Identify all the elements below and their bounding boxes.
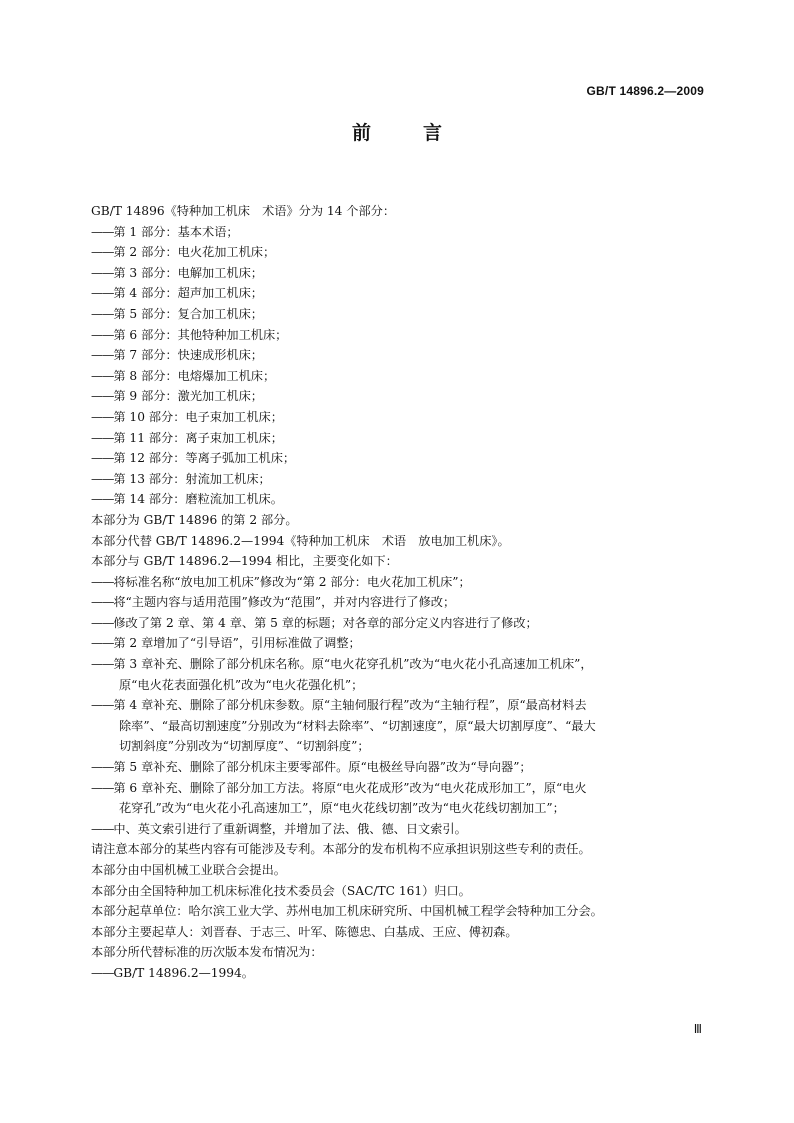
list-item	[91, 366, 711, 387]
em-dash-marker: ——	[91, 780, 114, 795]
line-text: 第 4 部分：超声加工机床；	[113, 286, 263, 301]
paragraph-line	[91, 716, 711, 737]
standard-code: GB/T 14896.2—2009	[586, 84, 704, 98]
em-dash-marker: ——	[91, 965, 114, 980]
list-item	[91, 345, 711, 366]
list-item	[91, 325, 711, 346]
em-dash-marker: ——	[91, 451, 114, 466]
list-item	[91, 386, 711, 407]
em-dash-marker: ——	[91, 327, 114, 342]
list-item	[91, 778, 711, 799]
list-item	[91, 633, 711, 654]
paragraph-line	[91, 942, 711, 963]
line-text: 本部分为 GB/T 14896 的第 2 部分。	[91, 512, 298, 527]
line-text: 第 2 章增加了“引导语”，引用标准做了调整；	[113, 636, 361, 651]
paragraph-line	[91, 901, 711, 922]
em-dash-marker: ——	[91, 430, 114, 445]
page-title	[0, 118, 794, 145]
line-text: 本部分由中国机械工业联合会提出。	[91, 863, 286, 877]
line-text: 中、英文索引进行了重新调整，并增加了法、俄、德、日文索引。	[113, 821, 467, 836]
em-dash-marker: ——	[91, 306, 114, 321]
list-item	[91, 283, 711, 304]
line-text: 本部分与 GB/T 14896.2—1994 相比，主要变化如下：	[91, 554, 398, 569]
em-dash-marker: ——	[91, 224, 114, 239]
list-item	[91, 448, 711, 469]
em-dash-marker: ——	[91, 760, 114, 775]
line-text: 花穿孔”改为“电火花小孔高速加工”，原“电火花线切割”改为“电火花线切割加工”；	[119, 801, 565, 816]
paragraph-line	[91, 881, 711, 902]
line-text: 本部分由全国特种加工机床标准化技术委员会（SAC/TC 161）归口。	[91, 883, 471, 898]
line-text: 第 2 部分：电火花加工机床；	[113, 245, 276, 260]
line-text: 第 5 部分：复合加工机床；	[113, 306, 263, 321]
em-dash-marker: ——	[91, 409, 114, 424]
line-text: 第 6 章补充、删除了部分加工方法。将原“电火花成形”改为“电火花成形加工”，原“电火	[113, 780, 587, 795]
em-dash-marker: ——	[91, 471, 114, 486]
line-text: 第 5 章补充、删除了部分机床主要零部件。原“电极丝导向器”改为“导向器”；	[113, 760, 532, 775]
paragraph-line	[91, 531, 711, 552]
list-item	[91, 304, 711, 325]
em-dash-marker: ——	[91, 636, 114, 651]
paragraph-line	[91, 736, 711, 757]
list-item	[91, 407, 711, 428]
em-dash-marker: ——	[91, 245, 114, 260]
line-text: 第 6 部分：其他特种加工机床；	[113, 327, 288, 342]
line-text: 第 1 部分：基本术语；	[113, 224, 239, 239]
line-text: 第 12 部分：等离子弧加工机床；	[113, 451, 296, 466]
line-text: 将标准名称“放电加工机床”修改为“第 2 部分：电火花加工机床”；	[113, 574, 471, 589]
list-item	[91, 654, 711, 675]
line-text: 第 8 部分：电熔爆加工机床；	[113, 368, 276, 383]
em-dash-marker: ——	[91, 615, 114, 630]
paragraph-line	[91, 922, 711, 943]
paragraph-line	[91, 860, 711, 881]
em-dash-marker: ——	[91, 698, 114, 713]
list-item	[91, 819, 711, 840]
line-text: 将“主题内容与适用范围”修改为“范围”，并对内容进行了修改；	[113, 595, 456, 610]
list-item	[91, 963, 711, 984]
paragraph-line	[91, 675, 711, 696]
em-dash-marker: ——	[91, 348, 114, 363]
list-item	[91, 592, 711, 613]
line-text: 本部分起草单位：哈尔滨工业大学、苏州电加工机床研究所、中国机械工程学会特种加工分会。	[91, 904, 603, 919]
list-item	[91, 222, 711, 243]
list-item	[91, 469, 711, 490]
line-text: GB/T 14896《特种加工机床 术语》分为 14 个部分：	[91, 204, 396, 218]
list-item	[91, 428, 711, 449]
title-char-1: 前	[351, 122, 371, 144]
list-item	[91, 242, 711, 263]
em-dash-marker: ——	[91, 657, 114, 672]
line-text: 除率”、“最高切割速度”分别改为“材料去除率”、“切割速度”，原“最大切割厚度”、“最大	[119, 718, 596, 733]
line-text: 原“电火花表面强化机”改为“电火花强化机”；	[119, 677, 364, 692]
line-text: 第 4 章补充、删除了部分机床参数。原“主轴伺服行程”改为“主轴行程”，原“最高材料去	[113, 698, 587, 713]
list-item	[91, 695, 711, 716]
line-text: 第 14 部分：磨粒流加工机床。	[113, 492, 283, 507]
line-text: 第 3 章补充、删除了部分机床名称。原“电火花穿孔机”改为“电火花小孔高速加工机床”，	[113, 657, 593, 672]
list-item	[91, 489, 711, 510]
em-dash-marker: ——	[91, 595, 114, 610]
em-dash-marker: ——	[91, 389, 114, 404]
line-text: 修改了第 2 章、第 4 章、第 5 章的标题；对各章的部分定义内容进行了修改；	[113, 615, 538, 630]
line-text: 请注意本部分的某些内容有可能涉及专利。本部分的发布机构不应承担识别这些专利的责任。	[91, 842, 591, 857]
line-text: 第 9 部分：激光加工机床；	[113, 389, 263, 404]
title-char-2: 言	[423, 122, 443, 144]
line-text: 本部分代替 GB/T 14896.2—1994《特种加工机床 术语 放电加工机床》。	[91, 533, 510, 548]
em-dash-marker: ——	[91, 492, 114, 507]
list-item	[91, 613, 711, 634]
em-dash-marker: ——	[91, 286, 114, 301]
line-text: 第 13 部分：射流加工机床；	[113, 471, 271, 486]
paragraph-line	[91, 798, 711, 819]
foreword-body	[91, 201, 711, 984]
paragraph-line	[91, 510, 711, 531]
list-item	[91, 263, 711, 284]
em-dash-marker: ——	[91, 821, 114, 836]
page-number: Ⅲ	[693, 1022, 702, 1036]
list-item	[91, 757, 711, 778]
line-text: 切割斜度”分别改为“切割厚度”、“切割斜度”；	[119, 739, 370, 754]
paragraph-line	[91, 201, 711, 222]
line-text: 第 10 部分：电子束加工机床；	[113, 409, 283, 424]
paragraph-line	[91, 551, 711, 572]
line-text: GB/T 14896.2—1994。	[113, 965, 254, 980]
list-item	[91, 572, 711, 593]
line-text: 第 7 部分：快速成形机床；	[113, 348, 263, 363]
line-text: 本部分主要起草人：刘晋春、于志三、叶军、陈德忠、白基成、王应、傅初森。	[91, 924, 518, 939]
paragraph-line	[91, 839, 711, 860]
em-dash-marker: ——	[91, 574, 114, 589]
em-dash-marker: ——	[91, 368, 114, 383]
line-text: 第 3 部分：电解加工机床；	[113, 265, 263, 280]
line-text: 本部分所代替标准的历次版本发布情况为：	[91, 945, 323, 960]
em-dash-marker: ——	[91, 265, 114, 280]
line-text: 第 11 部分：离子束加工机床；	[113, 430, 283, 445]
